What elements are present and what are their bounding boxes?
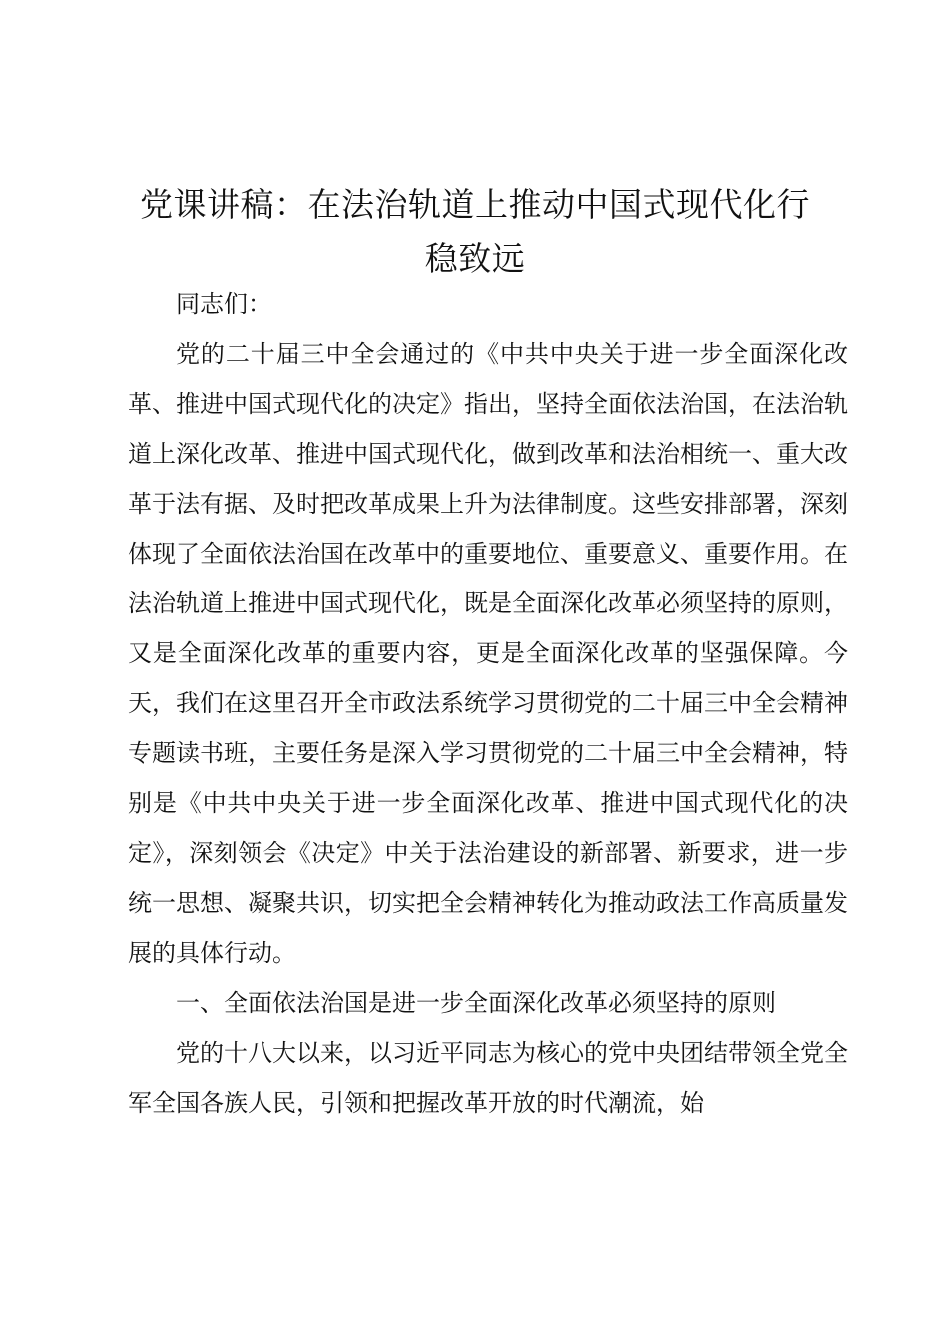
section-heading-1: 一、全面依法治国是进一步全面深化改革必须坚持的原则 bbox=[176, 988, 776, 1017]
paragraph-intro: 党的二十届三中全会通过的《中共中央关于进一步全面深化改革、推进中国式现代化的决定》指出，坚持全面依法治国，在法治轨道上深化改革、推进中国式现代化，做到改革和法治相统一、重大改革于法有据、及时把改革成果上升为法律制度。这些安排部署，深刻体现了全面依法治国在改革中的重要地位、重要意义、重要作用。在法治轨道上推进中国式现代化，既是全面深化改革必须坚持的原则，又是全面深化改革的重要内容，更是全面深化改革的坚强保障。今天，我们在这里召开全市政法系统学习贯彻党的二十届三中全会精神专题读书班，主要任务是深入学习贯彻党的二十届三中全会精神，特别是《中共中央关于进一步全面深化改革、推进中国式现代化的决定》，深刻领会《决定》中关于法治建设的新部署、新要求，进一步统一思想、凝聚共识，切实把全会精神转化为推动政法工作高质量发展的具体行动。 bbox=[128, 339, 848, 967]
document-title bbox=[110, 178, 840, 286]
title-line-2: 稳致远 bbox=[424, 239, 526, 278]
document-body bbox=[128, 280, 848, 1128]
title-line-1: 党课讲稿：在法治轨道上推动中国式现代化行 bbox=[140, 185, 810, 224]
greeting: 同志们： bbox=[176, 290, 272, 318]
paragraph-section-1: 党的十八大以来，以习近平同志为核心的党中央团结带领全党全军全国各族人民，引领和把握改革开放的时代潮流，始 bbox=[128, 1038, 848, 1117]
